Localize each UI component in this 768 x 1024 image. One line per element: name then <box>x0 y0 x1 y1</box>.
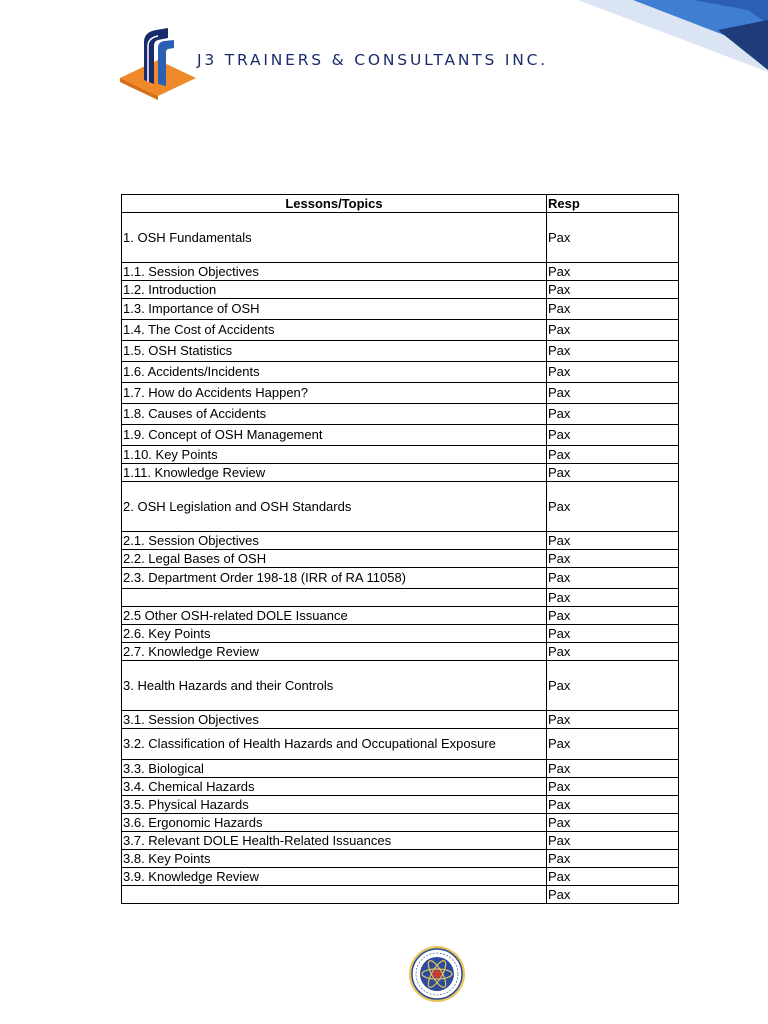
topic-cell: 1. OSH Fundamentals <box>122 213 547 263</box>
table-row <box>122 625 679 643</box>
table-row <box>122 482 679 532</box>
table-row <box>122 404 679 425</box>
table-row <box>122 341 679 362</box>
topic-cell: 1.4. The Cost of Accidents <box>122 320 547 341</box>
resp-cell: Pax <box>547 464 679 482</box>
topic-cell: 3.5. Physical Hazards <box>122 796 547 814</box>
resp-cell: Pax <box>547 341 679 362</box>
resp-cell: Pax <box>547 568 679 589</box>
table-row <box>122 886 679 904</box>
table-row <box>122 464 679 482</box>
table-row <box>122 213 679 263</box>
resp-cell: Pax <box>547 643 679 661</box>
table-row <box>122 320 679 341</box>
topic-cell: 2.3. Department Order 198-18 (IRR of RA 11058) <box>122 568 547 589</box>
resp-cell: Pax <box>547 796 679 814</box>
official-seal-icon <box>408 945 466 1003</box>
resp-cell: Pax <box>547 832 679 850</box>
resp-cell: Pax <box>547 729 679 760</box>
resp-cell: Pax <box>547 281 679 299</box>
resp-cell: Pax <box>547 711 679 729</box>
table-row <box>122 711 679 729</box>
resp-cell: Pax <box>547 850 679 868</box>
table-row <box>122 796 679 814</box>
topic-cell: 3.8. Key Points <box>122 850 547 868</box>
table-row <box>122 589 679 607</box>
table-row <box>122 568 679 589</box>
topic-cell: 3.9. Knowledge Review <box>122 868 547 886</box>
resp-cell: Pax <box>547 263 679 281</box>
topic-cell: 3.3. Biological <box>122 760 547 778</box>
resp-cell: Pax <box>547 213 679 263</box>
topic-cell: 2. OSH Legislation and OSH Standards <box>122 482 547 532</box>
topic-cell: 3.2. Classification of Health Hazards and Occupational Exposure <box>122 729 547 760</box>
topic-cell: 3.4. Chemical Hazards <box>122 778 547 796</box>
topic-cell: 1.1. Session Objectives <box>122 263 547 281</box>
table-row <box>122 446 679 464</box>
table-row <box>122 850 679 868</box>
table-row <box>122 868 679 886</box>
topic-cell: 3. Health Hazards and their Controls <box>122 661 547 711</box>
resp-cell: Pax <box>547 362 679 383</box>
resp-cell: Pax <box>547 482 679 532</box>
table-row <box>122 299 679 320</box>
table-row <box>122 362 679 383</box>
column-header-lessons: Lessons/Topics <box>122 195 547 213</box>
table-row <box>122 729 679 760</box>
resp-cell: Pax <box>547 868 679 886</box>
resp-cell: Pax <box>547 625 679 643</box>
topic-cell: 2.1. Session Objectives <box>122 532 547 550</box>
resp-cell: Pax <box>547 404 679 425</box>
table-row <box>122 532 679 550</box>
table-row <box>122 643 679 661</box>
resp-cell: Pax <box>547 814 679 832</box>
resp-cell: Pax <box>547 778 679 796</box>
table-row <box>122 778 679 796</box>
topic-cell <box>122 886 547 904</box>
resp-cell: Pax <box>547 299 679 320</box>
company-logo-icon <box>118 22 200 100</box>
table-row <box>122 814 679 832</box>
table-row <box>122 661 679 711</box>
table-row <box>122 281 679 299</box>
resp-cell: Pax <box>547 760 679 778</box>
topic-cell: 1.2. Introduction <box>122 281 547 299</box>
topic-cell: 1.3. Importance of OSH <box>122 299 547 320</box>
resp-cell: Pax <box>547 589 679 607</box>
table-header-row <box>122 195 679 213</box>
topic-cell: 1.9. Concept of OSH Management <box>122 425 547 446</box>
topic-cell: 3.6. Ergonomic Hazards <box>122 814 547 832</box>
table-row <box>122 263 679 281</box>
table-row <box>122 550 679 568</box>
resp-cell: Pax <box>547 550 679 568</box>
topic-cell: 1.11. Knowledge Review <box>122 464 547 482</box>
topic-cell: 3.7. Relevant DOLE Health-Related Issuances <box>122 832 547 850</box>
resp-cell: Pax <box>547 425 679 446</box>
lessons-table <box>121 194 679 904</box>
resp-cell: Pax <box>547 446 679 464</box>
table-row <box>122 760 679 778</box>
topic-cell: 1.7. How do Accidents Happen? <box>122 383 547 404</box>
resp-cell: Pax <box>547 886 679 904</box>
column-header-resp: Resp <box>547 195 679 213</box>
topic-cell: 3.1. Session Objectives <box>122 711 547 729</box>
topic-cell: 2.2. Legal Bases of OSH <box>122 550 547 568</box>
topic-cell: 2.6. Key Points <box>122 625 547 643</box>
topic-cell: 1.5. OSH Statistics <box>122 341 547 362</box>
topic-cell: 2.5 Other OSH-related DOLE Issuance <box>122 607 547 625</box>
topic-cell: 1.8. Causes of Accidents <box>122 404 547 425</box>
table-row <box>122 607 679 625</box>
resp-cell: Pax <box>547 320 679 341</box>
resp-cell: Pax <box>547 383 679 404</box>
resp-cell: Pax <box>547 607 679 625</box>
topic-cell: 1.10. Key Points <box>122 446 547 464</box>
topic-cell <box>122 589 547 607</box>
company-name: J3 TRAINERS & CONSULTANTS INC. <box>197 51 548 69</box>
resp-cell: Pax <box>547 661 679 711</box>
table-row <box>122 425 679 446</box>
table-row <box>122 832 679 850</box>
topic-cell: 1.6. Accidents/Incidents <box>122 362 547 383</box>
topic-cell: 2.7. Knowledge Review <box>122 643 547 661</box>
resp-cell: Pax <box>547 532 679 550</box>
table-row <box>122 383 679 404</box>
